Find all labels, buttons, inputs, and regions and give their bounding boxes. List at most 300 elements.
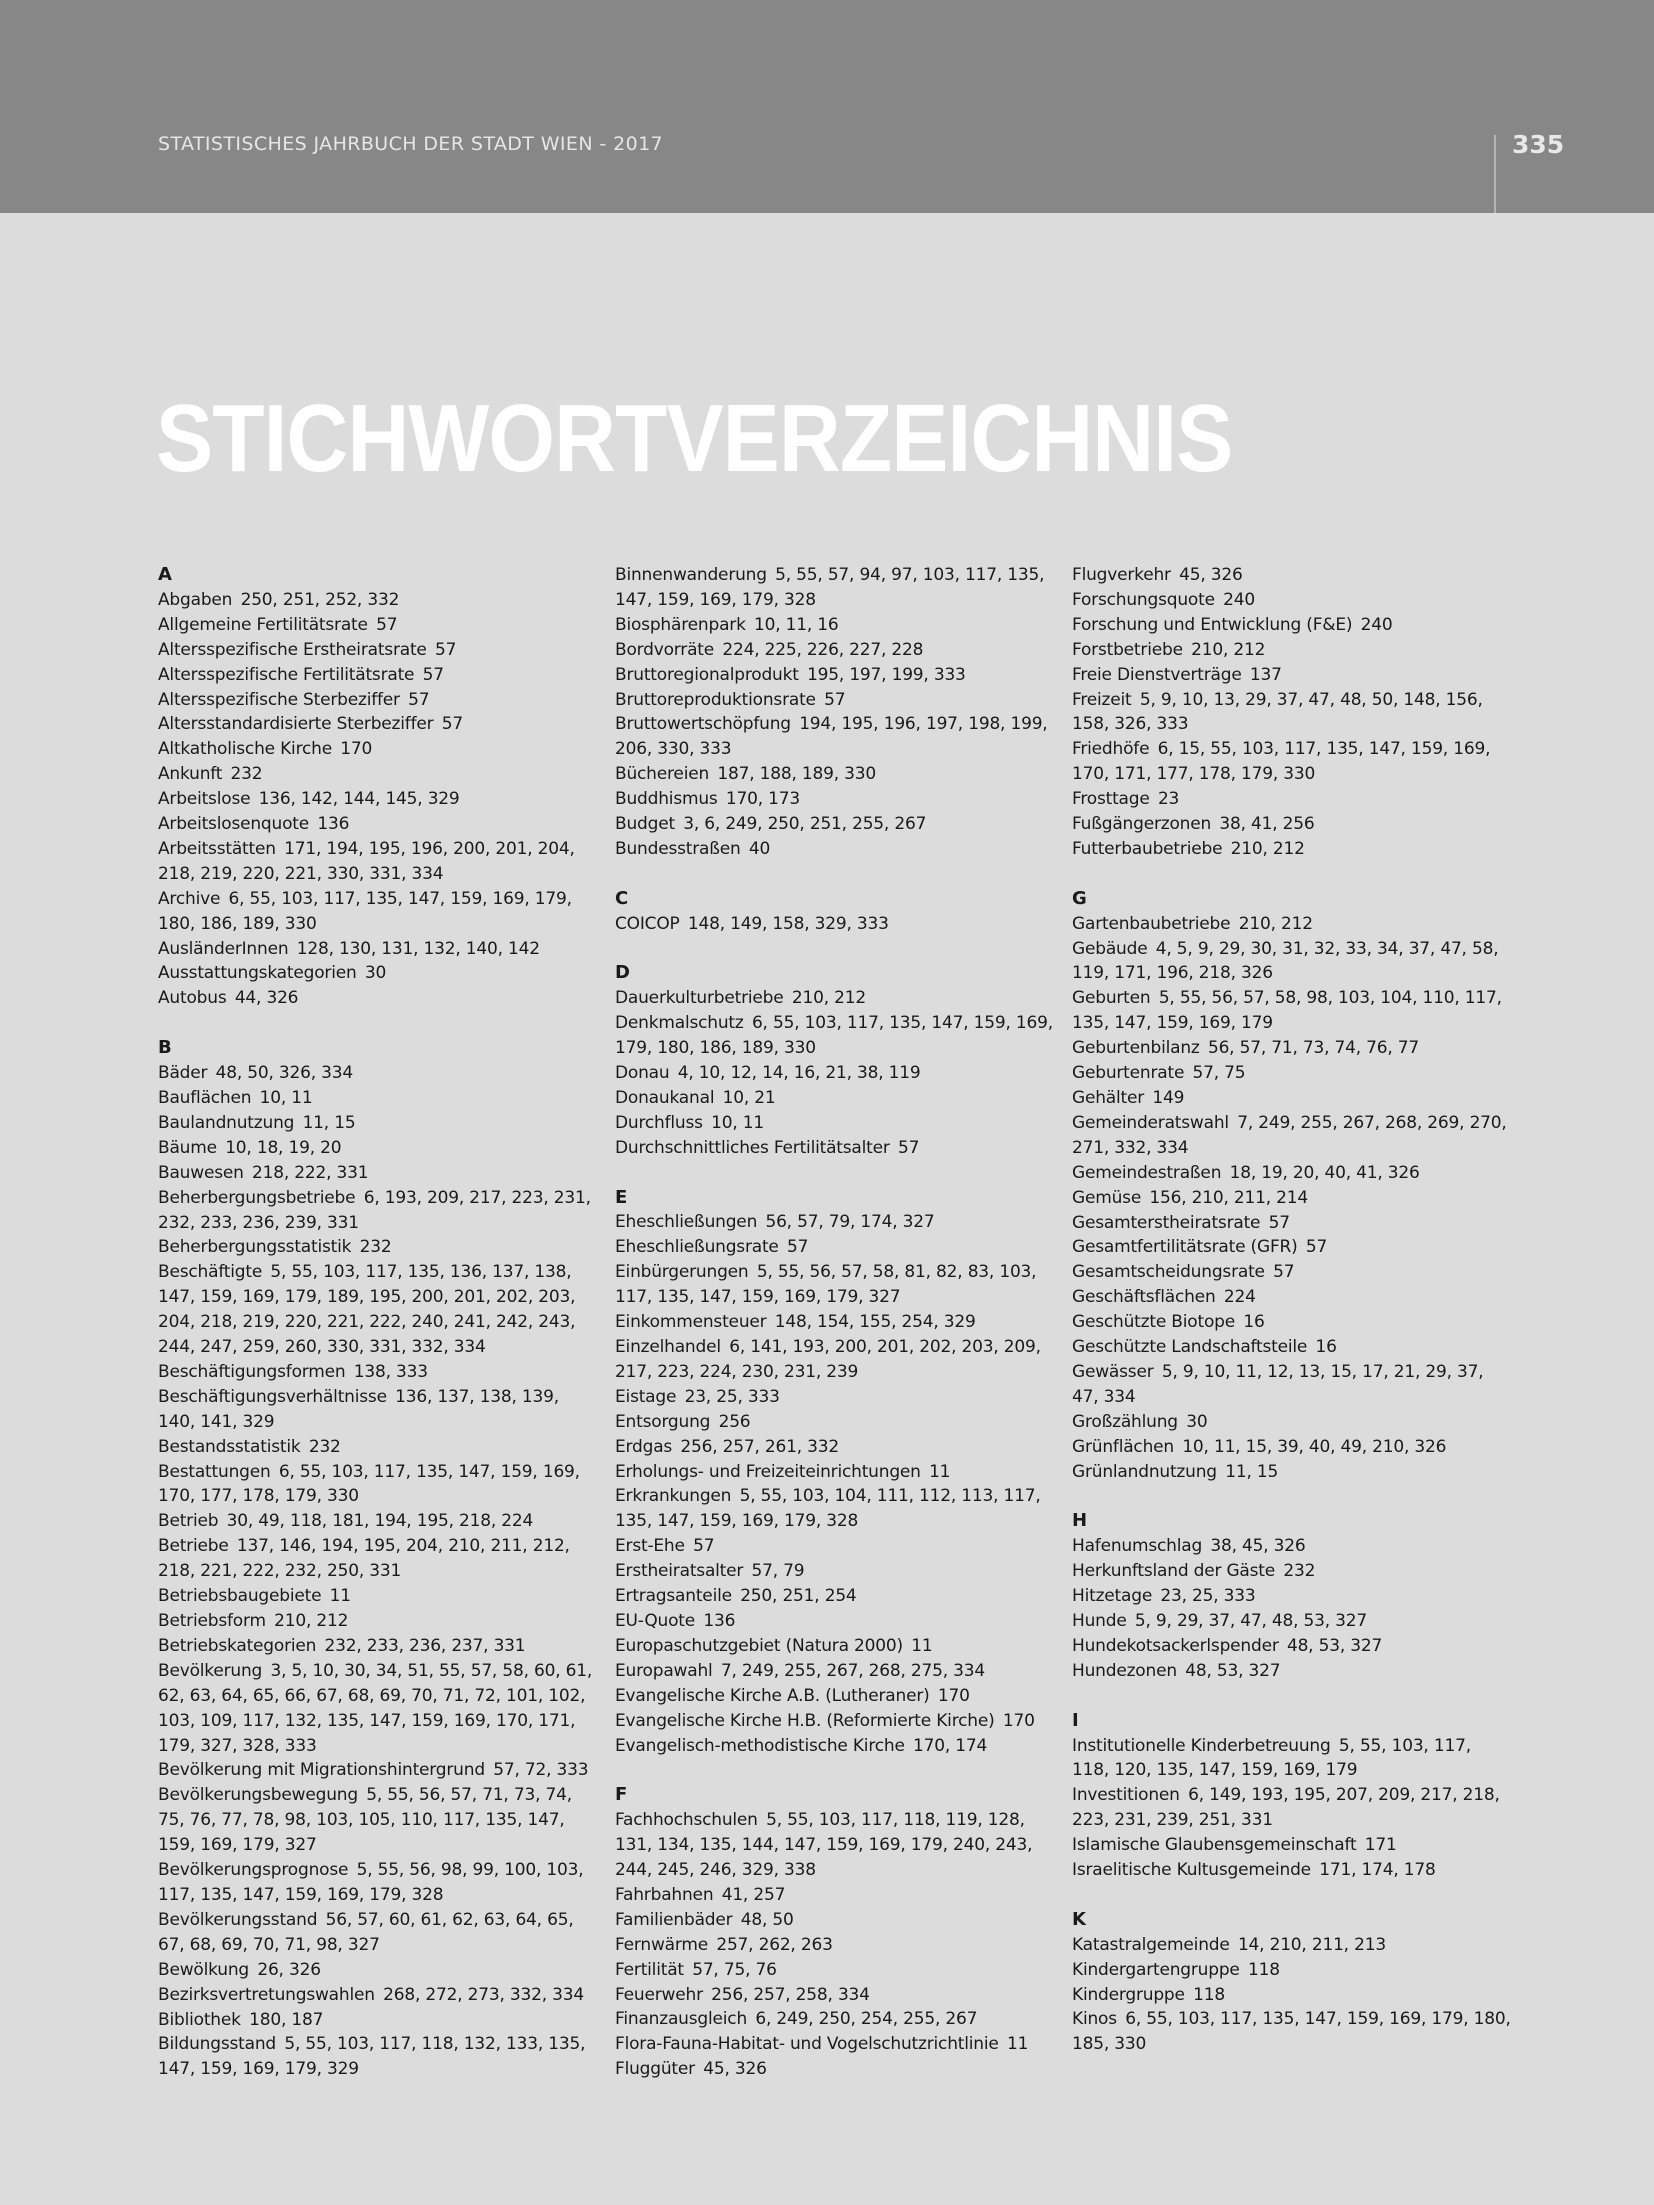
index-term: Erdgas — [615, 1436, 673, 1457]
index-page-refs: 5, 55, 103, 117, 118, 119, 128, 131, 134, 135, 144, 147, 159, 169, 179, 240, 243, 244, 245, 246, 329, 338 — [615, 1810, 1038, 1880]
index-page-refs: 10, 11, 15, 39, 40, 49, 210, 326 — [1182, 1436, 1447, 1457]
index-page-refs: 16 — [1243, 1312, 1265, 1333]
index-entry — [1072, 1983, 1512, 2008]
index-page-refs: 18, 19, 20, 40, 41, 326 — [1229, 1162, 1420, 1183]
index-column-1 — [158, 563, 598, 2107]
index-term: Buddhismus — [615, 789, 718, 810]
index-entry — [1072, 1036, 1512, 1061]
index-entry — [615, 986, 1055, 1011]
index-entry — [158, 1186, 598, 1236]
index-page-refs: 41, 257 — [721, 1884, 786, 1905]
index-term: Hundekotsackerlspender — [1072, 1635, 1279, 1656]
index-entry — [158, 986, 598, 1011]
index-page-refs: 38, 41, 256 — [1219, 814, 1315, 835]
index-page-refs: 180, 187 — [249, 2009, 324, 2030]
index-term: Erholungs- und Freizeiteinrichtungen — [615, 1461, 921, 1482]
index-term: Donaukanal — [615, 1087, 715, 1108]
index-page-refs: 5, 9, 29, 37, 47, 48, 53, 327 — [1134, 1611, 1367, 1631]
index-entry — [615, 1210, 1055, 1235]
index-page-refs: 10, 21 — [722, 1087, 776, 1108]
index-term: Katastralgemeinde — [1072, 1934, 1230, 1955]
index-page-refs: 6, 55, 103, 117, 135, 147, 159, 169, 179, 180, 185, 330 — [1072, 2009, 1516, 2055]
index-entry — [1072, 1410, 1512, 1435]
index-term: Betriebe — [158, 1536, 229, 1557]
index-term: Kindergruppe — [1072, 1984, 1185, 2005]
index-entry — [615, 1061, 1055, 1086]
index-entry — [615, 1808, 1055, 1883]
index-page-refs: 30 — [1186, 1411, 1208, 1432]
index-term: Forschung und Entwicklung (F&E) — [1072, 614, 1353, 635]
index-term: Baulandnutzung — [158, 1112, 295, 1133]
index-term: Einbürgerungen — [615, 1262, 749, 1283]
index-entry — [158, 588, 598, 613]
index-entry — [1072, 737, 1512, 787]
index-term: Betrieb — [158, 1511, 219, 1532]
index-entry — [1072, 1310, 1512, 1335]
index-entry — [158, 1260, 598, 1360]
index-page-refs: 149 — [1152, 1088, 1185, 1108]
index-page-refs: 5, 55, 56, 98, 99, 100, 103, 117, 135, 147, 159, 169, 179, 328 — [158, 1860, 589, 1905]
index-entry — [615, 1584, 1055, 1609]
index-page-refs: 5, 55, 57, 94, 97, 103, 117, 135, 147, 159, 169, 179, 328 — [615, 565, 1050, 610]
page-header — [0, 0, 1654, 213]
index-term: Gartenbaubetriebe — [1072, 913, 1231, 934]
index-term: Altersspezifische Erstheiratsrate — [158, 639, 427, 660]
index-page-refs: 57 — [435, 639, 457, 660]
index-page-refs: 57 — [693, 1536, 715, 1557]
index-entry — [1072, 1609, 1512, 1634]
index-entry — [1072, 1086, 1512, 1111]
index-entry — [1072, 1161, 1512, 1186]
index-page-refs: 6, 55, 103, 117, 135, 147, 159, 169, 179, 180, 186, 189, 330 — [615, 1013, 1059, 1059]
index-entry — [158, 1235, 598, 1260]
index-term: Durchschnittliches Fertilitätsalter — [615, 1137, 890, 1158]
index-entry — [615, 1883, 1055, 1908]
index-page-refs: 7, 249, 255, 267, 268, 269, 270, 271, 332, 334 — [1072, 1112, 1512, 1158]
index-page-refs: 170, 173 — [725, 789, 800, 810]
index-term: Großzählung — [1072, 1411, 1178, 1432]
index-entry — [158, 762, 598, 787]
index-term: Kindergartengruppe — [1072, 1959, 1240, 1980]
index-term: Einzelhandel — [615, 1337, 721, 1357]
index-entry — [1072, 812, 1512, 837]
index-page-refs: 3, 5, 10, 30, 34, 51, 55, 57, 58, 60, 61, 62, 63, 64, 65, 66, 67, 68, 69, 70, 71, 72, 101, 102, 103, 109, 117, 132, 135, 147, 159, 169, 170, 171, 179, 327, 328, 333 — [158, 1660, 598, 1756]
index-entry — [158, 937, 598, 962]
index-entry — [615, 663, 1055, 688]
index-term: Hunde — [1072, 1611, 1127, 1631]
index-page-refs: 256, 257, 261, 332 — [680, 1436, 840, 1457]
index-term: Flora-Fauna-Habitat- und Vogelschutzrichtlinie — [615, 2034, 999, 2055]
index-entry — [615, 1011, 1059, 1061]
index-page-refs: 232 — [1283, 1561, 1316, 1582]
index-term: Altersspezifische Fertilitätsrate — [158, 664, 415, 685]
index-entry — [158, 688, 598, 713]
index-term: Hafenumschlag — [1072, 1536, 1203, 1557]
index-entry — [615, 1734, 1055, 1759]
index-page-refs: 232 — [359, 1237, 392, 1258]
index-entry — [615, 2007, 1055, 2032]
index-page-refs: 11 — [929, 1461, 951, 1482]
index-entry — [1072, 1335, 1512, 1360]
index-entry — [615, 2057, 1055, 2082]
index-term: Büchereien — [615, 764, 710, 785]
index-term: Friedhöfe — [1072, 739, 1150, 760]
index-page-refs: 6, 249, 250, 254, 255, 267 — [755, 2009, 978, 2030]
index-entry — [158, 1858, 598, 1908]
index-term: Altersstandardisierte Sterbeziffer — [158, 714, 434, 735]
index-entry — [158, 1061, 598, 1086]
index-term: Grünflächen — [1072, 1436, 1174, 1457]
index-page-refs: 56, 57, 60, 61, 62, 63, 64, 65, 67, 68, 69, 70, 71, 98, 327 — [158, 1909, 579, 1955]
index-term: Gesamtfertilitätsrate (GFR) — [1072, 1237, 1298, 1258]
index-page-refs: 16 — [1315, 1337, 1337, 1358]
index-page-refs: 6, 55, 103, 117, 135, 147, 159, 169, 179, 180, 186, 189, 330 — [158, 888, 577, 934]
index-term: Geburten — [1072, 988, 1151, 1009]
index-entry — [615, 812, 1055, 837]
index-page-refs: 250, 251, 252, 332 — [240, 589, 400, 610]
index-page-refs: 210, 212 — [1230, 838, 1305, 859]
index-term: Bewölkung — [158, 1959, 250, 1980]
index-term: Ankunft — [158, 764, 223, 785]
index-page-refs: 232 — [230, 764, 263, 785]
index-page-refs: 6, 15, 55, 103, 117, 135, 147, 159, 169, 170, 171, 177, 178, 179, 330 — [1072, 739, 1496, 785]
index-term: Denkmalschutz — [615, 1013, 744, 1034]
index-term: Hundezonen — [1072, 1660, 1177, 1681]
index-entry — [1072, 912, 1512, 937]
index-term: Bruttoregionalprodukt — [615, 664, 799, 685]
index-entry — [1072, 563, 1512, 588]
index-term: Bruttowertschöpfung — [615, 714, 791, 735]
index-term: Bestandsstatistik — [158, 1436, 301, 1457]
index-term: Geschützte Biotope — [1072, 1312, 1236, 1333]
section-letter: A — [158, 564, 172, 585]
index-page-refs: 11, 15 — [302, 1112, 356, 1133]
index-page-refs: 5, 55, 103, 117, 118, 120, 135, 147, 159, 169, 179 — [1072, 1735, 1477, 1781]
index-page-refs: 57 — [898, 1137, 920, 1158]
index-entry — [615, 837, 1055, 862]
index-entry — [615, 787, 1055, 812]
index-column-2 — [615, 563, 1059, 2107]
index-entry — [615, 1335, 1055, 1385]
index-entry — [1072, 1783, 1512, 1833]
index-entry — [615, 1684, 1055, 1709]
index-entry — [158, 2032, 598, 2082]
index-page-refs: 10, 11, 16 — [754, 614, 839, 635]
index-term: Bevölkerung mit Migrationshintergrund — [158, 1760, 485, 1781]
index-section — [615, 961, 1059, 1160]
index-page-refs: 57 — [1268, 1212, 1290, 1233]
index-term: Fernwärme — [615, 1934, 709, 1955]
index-entry — [615, 613, 1055, 638]
index-page-refs: 48, 53, 327 — [1185, 1660, 1281, 1681]
index-entry — [1072, 2007, 1516, 2057]
index-page-refs: 26, 326 — [257, 1959, 321, 1980]
index-term: Freizeit — [1072, 689, 1132, 710]
index-section — [615, 1783, 1055, 2082]
index-term: Eheschließungen — [615, 1212, 758, 1233]
index-entry — [615, 1908, 1055, 1933]
index-entry — [158, 2008, 598, 2033]
index-entry — [615, 1958, 1055, 1983]
index-page-refs: 4, 10, 12, 14, 16, 21, 38, 119 — [677, 1063, 921, 1084]
index-page-refs: 148, 149, 158, 329, 333 — [687, 913, 889, 934]
index-page-refs: 218, 222, 331 — [252, 1162, 369, 1183]
index-term: Arbeitsstätten — [158, 838, 276, 859]
index-entry — [1072, 937, 1512, 987]
index-section — [1072, 1709, 1512, 1883]
index-page-refs: 171, 194, 195, 196, 200, 201, 204, 218, 219, 220, 221, 330, 331, 334 — [158, 838, 580, 884]
index-entry — [158, 1509, 598, 1534]
index-entry — [1072, 1734, 1512, 1784]
index-term: Flugverkehr — [1072, 565, 1171, 585]
index-term: Gemüse — [1072, 1187, 1142, 1208]
index-term: Gewässer — [1072, 1361, 1154, 1382]
index-page-refs: 5, 55, 103, 104, 111, 112, 113, 117, 135, 147, 159, 169, 179, 328 — [615, 1486, 1046, 1532]
section-letter: B — [158, 1037, 172, 1059]
index-column-3 — [1072, 563, 1516, 2082]
index-term: Donau — [615, 1063, 670, 1084]
index-entry — [158, 663, 598, 688]
index-entry — [158, 1659, 598, 1759]
index-entry — [615, 638, 1055, 663]
index-entry — [615, 1136, 1055, 1161]
index-page-refs: 171, 174, 178 — [1319, 1860, 1436, 1881]
index-term: Bibliothek — [158, 2009, 241, 2030]
index-entry — [615, 1260, 1055, 1310]
index-term: Bevölkerungsbewegung — [158, 1785, 358, 1806]
index-term: Bäder — [158, 1063, 208, 1084]
index-page-refs: 23, 25, 333 — [684, 1386, 780, 1407]
index-term: Beherbergungsstatistik — [158, 1237, 352, 1258]
index-page-refs: 57, 79 — [751, 1561, 805, 1582]
index-section — [1072, 887, 1512, 1485]
index-page-refs: 170 — [1002, 1710, 1035, 1731]
index-page-refs: 240 — [1223, 589, 1256, 610]
index-page-refs: 171 — [1364, 1835, 1397, 1856]
index-term: Bestattungen — [158, 1461, 271, 1482]
section-letter: I — [1072, 1709, 1079, 1731]
index-page-refs: 170 — [937, 1685, 970, 1706]
index-page-refs: 57 — [824, 689, 846, 710]
index-page-refs: 23, 25, 333 — [1160, 1586, 1256, 1607]
index-page-refs: 4, 5, 9, 29, 30, 31, 32, 33, 34, 37, 47, 58, 119, 171, 196, 218, 326 — [1072, 938, 1504, 984]
index-entry — [1072, 1435, 1512, 1460]
index-page-refs: 48, 50, 326, 334 — [215, 1063, 354, 1084]
index-term: Geschäftsflächen — [1072, 1287, 1216, 1308]
index-section — [158, 1036, 598, 2082]
index-page-refs: 56, 57, 71, 73, 74, 76, 77 — [1207, 1038, 1420, 1059]
index-entry — [615, 1385, 1055, 1410]
index-term: Beschäftigungsformen — [158, 1361, 346, 1382]
index-term: Fertilität — [615, 1959, 684, 1980]
index-term: Geburtenrate — [1072, 1063, 1185, 1084]
index-section — [615, 563, 1055, 862]
index-term: Gemeinderatswahl — [1072, 1112, 1229, 1133]
index-page-refs: 5, 9, 10, 13, 29, 37, 47, 48, 50, 148, 156, 158, 326, 333 — [1072, 689, 1488, 735]
index-term: Beherbergungsbetriebe — [158, 1187, 356, 1208]
index-page-refs: 232 — [308, 1436, 341, 1457]
index-term: Forstbetriebe — [1072, 639, 1183, 660]
index-term: Bildungsstand — [158, 2034, 277, 2055]
index-entry — [158, 1783, 598, 1858]
index-term: Biosphärenpark — [615, 614, 746, 635]
index-entry — [615, 912, 1055, 937]
index-term: Hitzetage — [1072, 1586, 1153, 1607]
index-term: Bundesstraßen — [615, 838, 741, 859]
index-entry — [615, 1983, 1055, 2008]
index-entry — [158, 1983, 598, 2008]
index-page-refs: 232, 233, 236, 237, 331 — [324, 1635, 526, 1656]
index-page-refs: 10, 18, 19, 20 — [225, 1137, 342, 1158]
index-term: Europawahl — [615, 1660, 713, 1681]
index-term: Bauflächen — [158, 1087, 252, 1108]
index-term: Freie Dienstverträge — [1072, 664, 1242, 685]
index-term: Finanzausgleich — [615, 2009, 748, 2030]
index-page-refs: 30 — [364, 963, 387, 984]
index-page-refs: 57, 75 — [1192, 1063, 1246, 1084]
index-page-refs: 240 — [1360, 614, 1393, 635]
index-page-refs: 11 — [911, 1635, 933, 1656]
index-entry — [1072, 1933, 1512, 1958]
index-page-refs: 194, 195, 196, 197, 198, 199, 206, 330, 333 — [615, 714, 1053, 760]
index-page-refs: 6, 55, 103, 117, 135, 147, 159, 169, 170, 177, 178, 179, 330 — [158, 1461, 586, 1507]
index-entry — [158, 1908, 598, 1958]
index-term: Kinos — [1072, 2009, 1117, 2030]
index-entry — [158, 1161, 598, 1186]
index-page-refs: 210, 212 — [274, 1611, 349, 1632]
index-term: Frosttage — [1072, 789, 1150, 810]
index-entry — [615, 1235, 1055, 1260]
section-letter: F — [615, 1784, 628, 1806]
index-entry — [1072, 1111, 1512, 1161]
index-term: COICOP — [615, 913, 680, 934]
index-page-refs: 118 — [1193, 1984, 1225, 2005]
index-page-refs: 137, 146, 194, 195, 204, 210, 211, 212, 218, 221, 222, 232, 250, 331 — [158, 1536, 575, 1582]
index-entry — [1072, 663, 1512, 688]
index-term: AusländerInnen — [158, 938, 289, 959]
index-term: Erst-Ehe — [615, 1536, 685, 1557]
index-entry — [1072, 688, 1512, 738]
index-entry — [1072, 1833, 1512, 1858]
index-term: Bäume — [158, 1137, 217, 1158]
index-page-refs: 224 — [1223, 1287, 1256, 1308]
index-page-refs: 38, 45, 326 — [1210, 1536, 1306, 1557]
index-term: Einkommensteuer — [615, 1312, 767, 1333]
index-page-refs: 57 — [408, 689, 430, 710]
index-term: Durchfluss — [615, 1112, 703, 1133]
index-term: Bauwesen — [158, 1162, 244, 1183]
index-section — [1072, 1509, 1512, 1683]
index-page-refs: 6, 141, 193, 200, 201, 202, 203, 209, 217, 223, 224, 230, 231, 239 — [615, 1337, 1047, 1382]
index-term: Bevölkerungsprognose — [158, 1860, 349, 1881]
index-page-refs: 57 — [422, 664, 444, 685]
index-entry — [158, 1136, 598, 1161]
index-page-refs: 11 — [1006, 2034, 1029, 2055]
index-entry — [615, 1484, 1055, 1534]
index-entry — [615, 712, 1055, 762]
index-page-refs: 6, 193, 209, 217, 223, 231, 232, 233, 236, 239, 331 — [158, 1187, 597, 1233]
index-term: Familienbäder — [615, 1909, 733, 1930]
index-entry — [158, 1086, 598, 1111]
index-page-refs: 138, 333 — [353, 1361, 428, 1382]
index-entry — [1072, 787, 1512, 812]
index-term: Binnenwanderung — [615, 565, 767, 585]
index-page-refs: 136 — [317, 814, 350, 835]
index-page-refs: 48, 50 — [740, 1909, 794, 1930]
index-term: Gemeindestraßen — [1072, 1162, 1222, 1183]
index-entry — [1072, 1260, 1512, 1285]
index-entry — [158, 638, 598, 663]
index-entry — [158, 837, 598, 887]
index-term: Gebäude — [1072, 938, 1148, 959]
index-entry — [615, 2032, 1055, 2057]
section-letter: K — [1072, 1908, 1086, 1930]
index-term: EU-Quote — [615, 1610, 696, 1631]
index-term: Islamische Glaubensgemeinschaft — [1072, 1835, 1357, 1856]
index-page-refs: 48, 53, 327 — [1286, 1635, 1383, 1656]
index-term: Allgemeine Fertilitätsrate — [158, 614, 368, 635]
index-page-refs: 210, 212 — [791, 988, 866, 1009]
index-page-refs: 45, 326 — [703, 2059, 767, 2080]
index-term: Gesamterstheiratsrate — [1072, 1212, 1261, 1233]
index-section — [615, 1186, 1055, 1759]
index-entry — [615, 1534, 1055, 1559]
index-page-refs: 57 — [1273, 1262, 1295, 1283]
index-term: Entsorgung — [615, 1411, 711, 1432]
index-entry — [615, 1086, 1055, 1111]
index-page-refs: 5, 9, 10, 11, 12, 13, 15, 17, 21, 29, 37, 47, 334 — [1072, 1361, 1489, 1407]
index-page-refs: 45, 326 — [1179, 565, 1243, 585]
index-term: Feuerwehr — [615, 1984, 703, 2005]
index-page-refs: 156, 210, 211, 214 — [1149, 1187, 1309, 1208]
index-page-refs: 210, 212 — [1191, 639, 1266, 660]
index-entry — [158, 1609, 598, 1634]
index-page-refs: 136, 137, 138, 139, 140, 141, 329 — [158, 1386, 565, 1432]
index-page-refs: 256 — [718, 1411, 751, 1432]
index-page-refs: 30, 49, 118, 181, 194, 195, 218, 224 — [226, 1511, 534, 1532]
index-entry — [1072, 837, 1512, 862]
index-entry — [1072, 1235, 1512, 1260]
index-page-refs: 44, 326 — [234, 988, 299, 1009]
index-entry — [615, 1709, 1055, 1734]
index-page-refs: 118 — [1248, 1959, 1280, 1980]
index-term: Beschäftigte — [158, 1262, 263, 1283]
index-page-refs: 5, 55, 56, 57, 58, 98, 103, 104, 110, 117, 135, 147, 159, 169, 179 — [1072, 988, 1508, 1034]
index-entry — [1072, 1061, 1512, 1086]
index-page-refs: 11 — [329, 1586, 351, 1607]
index-term: Altersspezifische Sterbeziffer — [158, 689, 400, 710]
index-term: Beschäftigungsverhältnisse — [158, 1386, 387, 1407]
section-letter: C — [615, 887, 629, 909]
index-entry — [615, 1659, 1055, 1684]
index-term: Bevölkerungsstand — [158, 1909, 318, 1930]
index-entry — [615, 1634, 1055, 1659]
index-term: Gehälter — [1072, 1088, 1145, 1108]
index-entry — [158, 1111, 598, 1136]
header-divider — [1494, 135, 1496, 213]
index-term: Bevölkerung — [158, 1660, 263, 1681]
index-entry — [615, 563, 1055, 613]
index-term: Institutionelle Kinderbetreuung — [1072, 1735, 1331, 1756]
index-page-refs: 5, 55, 56, 57, 58, 81, 82, 83, 103, 117, 135, 147, 159, 169, 179, 327 — [615, 1262, 1042, 1308]
index-section — [158, 563, 598, 1011]
page-title: STICHWORTVERZEICHNIS — [156, 385, 1233, 492]
index-term: Bruttoreproduktionsrate — [615, 689, 816, 710]
index-term: Betriebsform — [158, 1611, 266, 1632]
index-page-refs: 7, 249, 255, 267, 268, 275, 334 — [720, 1660, 986, 1681]
index-page-refs: 256, 257, 258, 334 — [711, 1984, 870, 2005]
index-term: Geburtenbilanz — [1072, 1038, 1200, 1059]
